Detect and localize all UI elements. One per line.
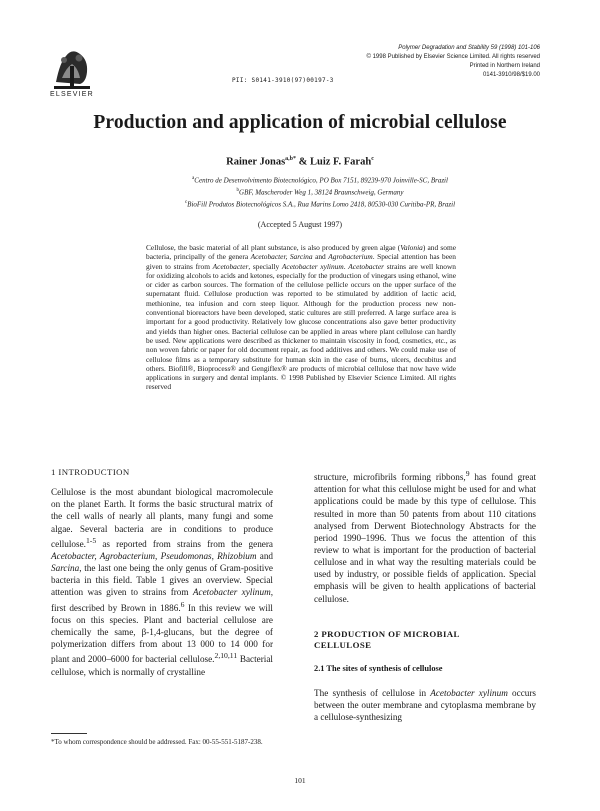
citation: 9: [465, 469, 470, 478]
journal-info: [300, 44, 540, 80]
author-2: Luiz F. Farah: [310, 156, 372, 168]
footnote-divider: [51, 733, 87, 734]
paper-title: Production and application of microbial cellulose: [93, 112, 507, 133]
issn-line: 0141-3910/98/$19.00: [482, 72, 540, 78]
publisher-name: ELSEVIER: [50, 91, 94, 98]
author-1-affiliation-marks: a,b: [285, 156, 294, 162]
citation: 6: [180, 599, 185, 609]
corresponding-author-mark: *: [293, 156, 297, 162]
abstract: Cellulose, the basic material of all plant substance, is also produced by green algae (Valonia) and some bacteria, principally of the genera Acetobacter, Sarcina and Agrobacterium. Special attention has been given to strains from Acetobacter, specially Acetobacter xylinum. Acetobacter strains are well known for oxidizing alcohols to acids and ketones, especially for the production of vinegars using ethanol, wine or cider as carbon sources. The formation of the cellulose pellicle occurs on the upper surface of the supernatant fluid. Cellulose production was reported to be stimulated by addition of lactic acid, methionine, tea infusion and corn steep liquor. Although for the production process new non-conventional bioreactors have been developed, static cultures are still preferred. A large surface area is important for a good productivity. Relatively low glucose concentrations also gave better productivity and yields than higher ones. Bacterial cellulose can be applied in areas where plant cellulose can hardly be used. New applications were described as thickener to maintain viscosity in food, cosmetics, etc., as non woven fabric or paper for old document repair, as food additives and others. We could make use of cellulose films as a temporary substitute for human skin in the case of burns, ulcers, decubitus and others. Biofill®, Bioprocess® and Gengiflex® are products of microbial cellulose that now have wide applications in surgery and dental implants. © 1998 Published by Elsevier Science Limited. All rights reserved: [146, 243, 456, 392]
introduction-continued-paragraph: structure, microfibrils forming ribbons,$^9$ has found great attention for what this cellulose might be used for and what applications could be made by this type of cellulose. This resulted in more than 50 patents from about 110 citations analysed from Derwent Biotechnology Abstracts for the period 1990–1996. Thus we focus the attention of this review to what is important for the production of bacterial cellulose and in what way the resulting materials could be used by industry, or possible fields of application. Special emphasis will be given to health applications of bacterial cellulose.: [314, 469, 536, 604]
accepted-date: (Accepted 5 August 1997): [257, 220, 343, 229]
section-heading-introduction: 1 INTRODUCTION: [51, 467, 130, 477]
journal-citation: Polymer Degradation and Stability 59 (1998) 101-106: [398, 45, 540, 51]
subsection-heading-sites-of-synthesis: 2.1 The sites of synthesis of cellulose: [314, 663, 443, 673]
affiliation-a: $^a$Centro de Desenvolvimento Biotecnológico, PO Box 7151, 89239-970 Joinville-SC, Brazil: [192, 176, 448, 185]
copyright-line: © 1998 Published by Elsevier Science Limited. All rights reserved: [366, 54, 540, 60]
citation: 1-5: [85, 535, 97, 545]
citation: 2,10,11: [214, 651, 238, 661]
affiliation-c: $^c$BioFill Produtos Biotecnológicos S.A., Rua Marins Lomo 2418, 80530-030 Curitiba-PR, Brazil: [184, 199, 456, 208]
introduction-paragraph: Cellulose is the most abundant biological macromolecule on the planet Earth. It forms the basic structural matrix of the cell walls of nearly all plants, many fungi and some algae. Several bacteria are in conditions to produce cellulose.$^{1-5}$ as reported from strains from the genera Acetobacter, Agrobacterium, Pseudomonas, Rhizobium and Sarcina, the last one being the only genus of Gram-positive bacteria in this field. Table 1 gives an overview. Special attention was given to strains from Acetobacter xylinum, first described by Brown in 1886.$^6$ In this review we will focus on this species. Plant and bacterial cellulose are chemically the same, β-1,4-glucans, but the degree of polymerization differs from about 13 000 to 14 000 for plant and 2000–6000 for bacterial cellulose.$^{2,10,11}$ Bacterial cellulose, which is normally of crystalline: [51, 487, 274, 677]
printed-line: Printed in Northern Ireland: [469, 63, 540, 69]
right-column: [314, 468, 536, 723]
synthesis-paragraph: The synthesis of cellulose in Acetobacter xylinum occurs between the outer membrane and cytoplasma membrane by a cellulose-synthesizing: [314, 687, 537, 723]
author-2-affiliation-mark: c: [371, 156, 374, 162]
author-1: Rainer Jonas: [226, 156, 286, 168]
author-list: [0, 156, 600, 168]
affiliation-b: $^b$GBF, Mascheroder Weg 1, 38124 Braunschweig, Germany: [236, 187, 404, 197]
pii-code: PII: S0141-3910(97)00197-3: [232, 77, 334, 84]
elsevier-tree-logo: [52, 42, 92, 90]
affiliations: [110, 174, 530, 209]
correspondence-footnote: *To whom correspondence should be addressed. Fax: 00-55-551-5187-238.: [51, 738, 263, 746]
page-number: 101: [294, 776, 306, 785]
left-column: [51, 466, 273, 678]
author-separator: &: [296, 156, 311, 168]
section-heading-production: 2 PRODUCTION OF MICROBIAL CELLULOSE: [314, 628, 460, 650]
